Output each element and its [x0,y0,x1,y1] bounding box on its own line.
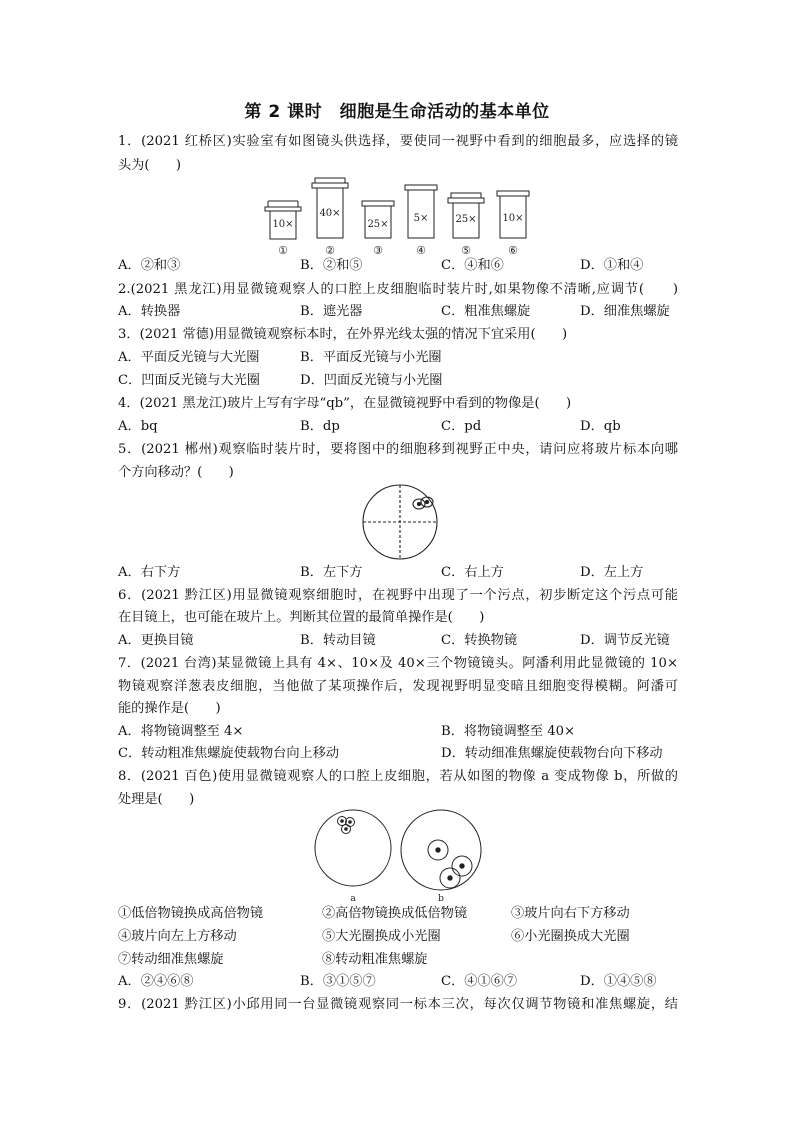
field-a-circle-icon [315,810,391,886]
q7-text-line1: 7．(2021 台湾)某显微镜上具有 4×、10×及 40×三个物镜镜头。阿潘利用此显微镜的 10× [118,656,678,671]
q8-text-line1: 8．(2021 百色)使用显微镜观察人的口腔上皮细胞，若从如图的物像 a 变成物像 b，所做的 [118,769,678,784]
lens-number-label: ① [278,244,288,257]
q1-option-b: B．②和⑤ [300,258,363,273]
q9-text-line1: 9．(2021 黔江区)小邱用同一台显微镜观察同一标本三次，每次仅调节物镜和准焦螺旋，结 [118,997,678,1012]
q3-option-a: A．平面反光镜与大光圈 [118,350,260,365]
q5-option-d: D．左上方 [580,565,644,580]
q8-image-figure [310,808,485,904]
lens-number-label: ⑤ [461,244,471,257]
q8-text-line2: 处理是( ) [118,792,195,807]
q8-step-6: ⑥小光圈换成大光圈 [511,929,630,944]
lens-magnification-label: 10× [272,219,294,230]
q5-field-of-view-figure [358,483,442,563]
q7-text-line2: 物镜观察洋葱表皮细胞，当他做了某项操作后，发现视野明显变暗且细胞变得模糊。阿潘可 [118,679,678,694]
q4-option-c: C．pd [441,419,482,434]
q7-option-c: C．转动粗准焦螺旋使载物台向上移动 [118,746,340,761]
q8-option-c: C．④①⑥⑦ [441,974,518,989]
q6-option-d: D．调节反光镜 [580,633,670,648]
q3-option-c: C．凹面反光镜与大光圈 [118,373,260,388]
lens-magnification-label: 10× [502,213,524,224]
lens-magnification-label: 5× [413,213,429,224]
q8-step-8: ⑧转动粗准焦螺旋 [322,952,428,967]
q2-option-c: C．粗准焦螺旋 [441,304,531,319]
q5-text-line2: 个方向移动？( ) [118,465,234,480]
q7-text-line3: 能的操作是( ) [118,701,221,716]
q4-option-b: B．dp [300,419,340,434]
q1-option-c: C．④和⑥ [441,258,504,273]
q8-step-1: ①低倍物镜换成高倍物镜 [118,906,264,921]
q5-text-line1: 5．(2021 郴州)观察临时装片时，要将图中的细胞移到视野正中央，请问应将玻片标本向哪 [118,442,678,457]
cells-large-icon [428,840,472,888]
page-title: 第 2 课时 细胞是生命活动的基本单位 [244,102,550,122]
q5-option-b: B．左下方 [300,565,363,580]
field-b-circle-icon [401,810,481,890]
q7-option-a: A．将物镜调整至 4× [118,724,244,739]
figure-label-b: b [438,894,444,904]
q1-text-line2: 头为( ) [118,158,182,173]
lens-magnification-label: 25× [455,214,477,225]
lens-number-label: ② [325,244,335,257]
q8-step-3: ③玻片向右下方移动 [511,906,630,921]
q1-option-d: D．①和④ [580,258,644,273]
lens-number-label: ④ [416,244,426,257]
q1-text-line1: 1．(2021 红桥区)实验室有如图镜头供选择，要使同一视野中看到的细胞最多，应选择的镜 [118,134,678,149]
cell-icon [413,497,433,509]
q4-option-d: D．qb [580,419,621,434]
q2-option-a: A．转换器 [118,304,181,319]
q3-text-line1: 3．(2021 常德)用显微镜观察标本时，在外界光线太强的情况下宜采用( ) [118,327,568,342]
q4-option-a: A．bq [118,419,158,434]
q6-option-b: B．转动目镜 [300,633,376,648]
q5-option-a: A．右下方 [118,565,181,580]
q3-option-b: B．平面反光镜与小光圈 [300,350,442,365]
q8-step-5: ⑤大光圈换成小光圈 [322,929,441,944]
q8-option-d: D．①④⑤⑧ [580,974,657,989]
q5-option-c: C．右上方 [441,565,504,580]
lens-number-label: ③ [373,244,383,257]
q8-step-2: ②高倍物镜换成低倍物镜 [322,906,468,921]
q3-option-d: D．凹面反光镜与小光圈 [300,373,443,388]
q1-option-a: A．②和③ [118,258,181,273]
lens-4-icon [405,185,437,238]
q4-text-line1: 4．(2021 黑龙江)玻片上写有字母“qb”，在显微镜视野中看到的物像是( ) [118,396,572,411]
lens-number-label: ⑥ [508,244,518,257]
q8-step-7: ⑦转动细准焦螺旋 [118,952,224,967]
lens-magnification-label: 25× [367,219,389,230]
q8-step-4: ④玻片向左上方移动 [118,929,237,944]
q7-option-d: D．转动细准焦螺旋使载物台向下移动 [441,746,663,761]
q2-option-d: D．细准焦螺旋 [580,304,670,319]
q2-option-b: B．遮光器 [300,304,363,319]
q8-option-a: A．②④⑥⑧ [118,974,194,989]
q8-option-b: B．③①⑤⑦ [300,974,376,989]
q1-lens-figure [262,176,532,260]
q7-option-b: B．将物镜调整至 40× [441,724,576,739]
q2-text-line1: 2.(2021 黑龙江)用显微镜观察人的口腔上皮细胞临时装片时,如果物像不清晰,应调节( ) [118,282,678,297]
q6-text-line1: 6．(2021 黔江区)用显微镜观察细胞时，在视野中出现了一个污点，初步断定这个污点可能 [118,588,678,603]
q6-option-c: C．转换物镜 [441,633,518,648]
figure-label-a: a [350,894,356,904]
q6-text-line2: 在目镜上，也可能在玻片上。判断其位置的最简单操作是( ) [118,610,485,625]
q6-option-a: A．更换目镜 [118,633,194,648]
cells-small-icon [338,817,355,834]
lens-magnification-label: 40× [319,208,341,219]
